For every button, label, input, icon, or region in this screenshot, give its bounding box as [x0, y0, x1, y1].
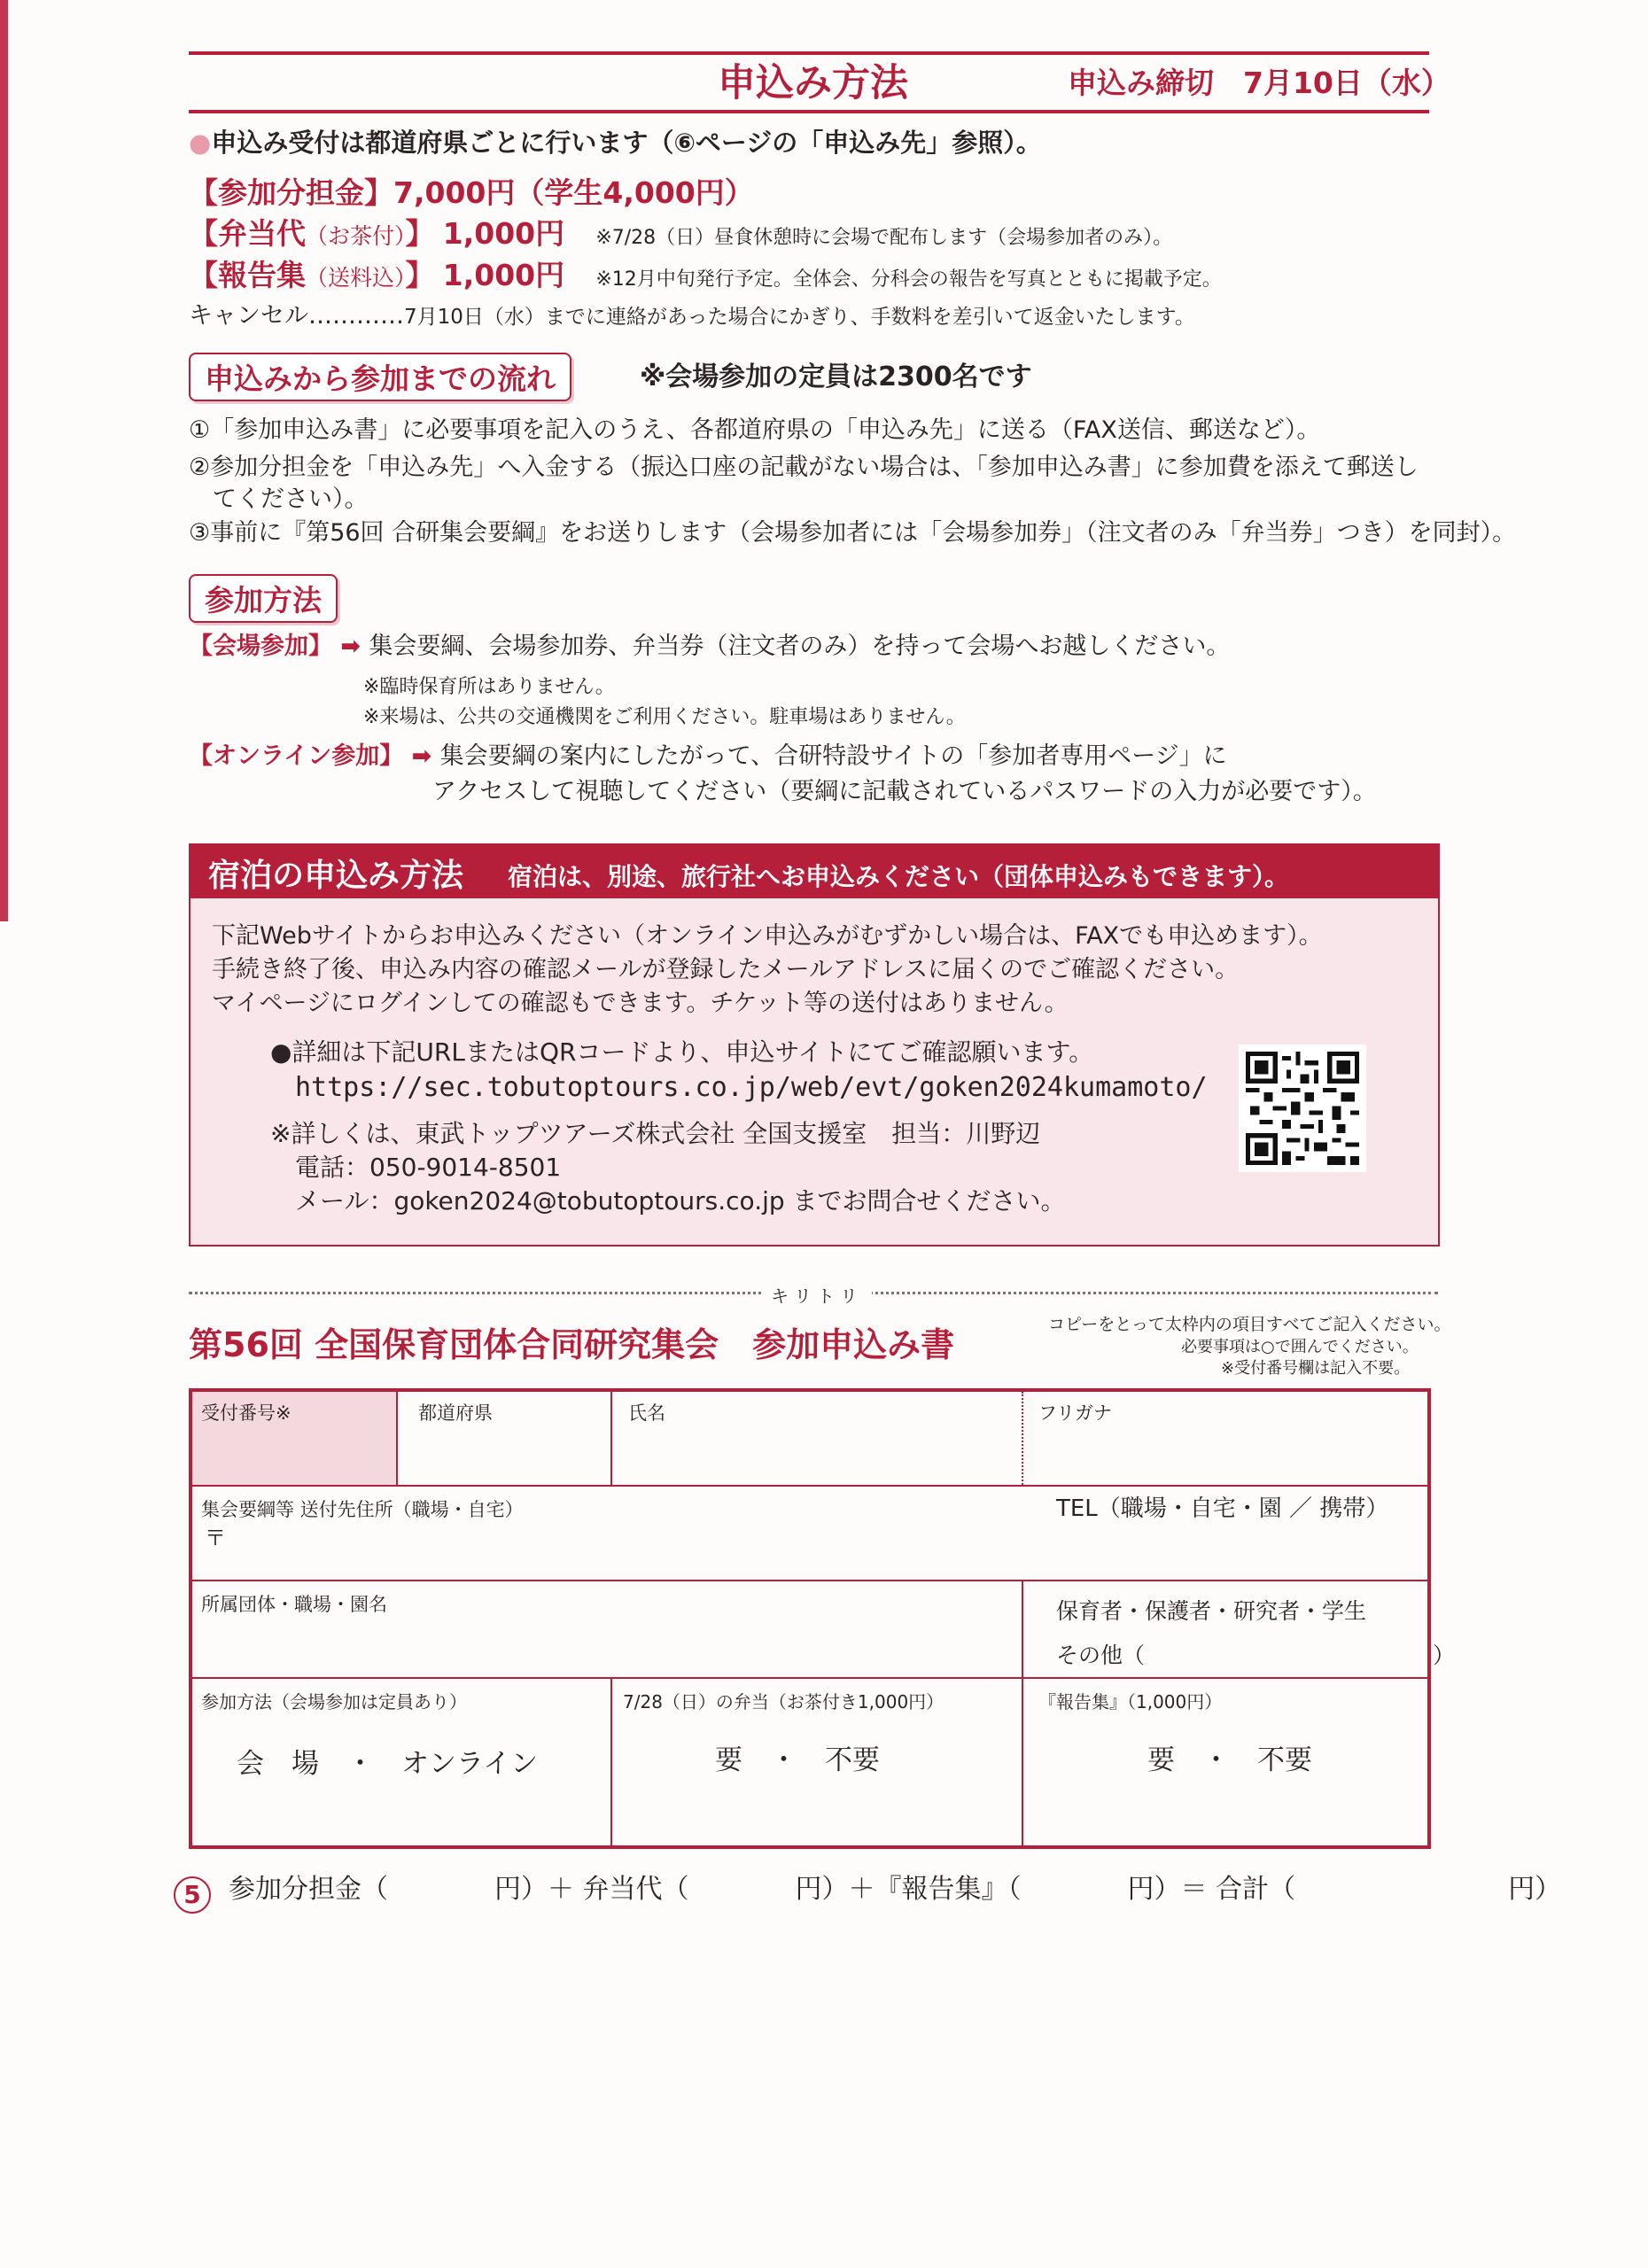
hotel-title: 宿泊の申込み方法 [208, 858, 464, 894]
report-order-options[interactable]: 要 ・ 不要 [1147, 1744, 1312, 1776]
hotel-contact-3: メール：goken2024@tobutoptours.co.jp までお問合せください。 [295, 1186, 1066, 1216]
qr-code-icon[interactable] [1239, 1045, 1366, 1172]
venue-line: 【会場参加】 ➡ 集会要綱、会場参加券、弁当券（注文者のみ）を持って会場へお越しください。 [189, 633, 1231, 660]
bento-order-options[interactable]: 要 ・ 不要 [715, 1744, 880, 1776]
receipt-number-label: 受付番号※ [201, 1402, 292, 1424]
edge-bar-top [0, 0, 8, 921]
online-line-2: アクセスして視聴してください（要綱に記載されているパスワードの入力が必要です）。 [432, 778, 1377, 805]
online-line: 【オンライン参加】 ➡ 集会要綱の案内にしたがって、合研特設サイトの「参加者専用ページ」に [189, 742, 1227, 770]
form-instruction-1: コピーをとって太枠内の項目すべてご記入ください。 [1048, 1315, 1451, 1334]
form-title: 第56回 全国保育団体合同研究集会 参加申込み書 [189, 1325, 955, 1364]
flow-step-3: ③事前に『第56回 合研集会要綱』をお送りします（会場参加者には「会場参加券」（注文者のみ「弁当券」つき）を同封）。 [189, 519, 1517, 547]
fee-report: 【報告集（送料込）】 1,000円 ※12月中旬発行予定。全体会、分科会の報告を写真とともに掲載予定。 [189, 258, 1222, 292]
hotel-contact-2: 電話：050-9014-8501 [295, 1153, 562, 1182]
prefecture-label: 都道府県 [418, 1402, 493, 1424]
flow-heading: 申込みから参加までの流れ [189, 353, 571, 401]
total-calculation-line[interactable]: 参加分担金（ 円）＋ 弁当代（ 円）＋『報告集』（ 円）＝ 合計（ 円） [229, 1874, 1562, 1905]
tel-field[interactable] [1022, 1487, 1427, 1580]
fee-participation: 【参加分担金】7,000円（学生4,000円） [189, 175, 754, 210]
hotel-section [189, 843, 1440, 1247]
edge-bar-bottom [0, 788, 8, 913]
address-label: 集会要綱等 送付先住所（職場・自宅） [201, 1499, 524, 1520]
venue-note-1: ※臨時保育所はありません。 [363, 676, 615, 698]
bento-order-label: 7/28（日）の弁当（お茶付き1,000円） [623, 1691, 944, 1713]
furigana-field[interactable] [1023, 1418, 1427, 1485]
flow-step-1: ①「参加申込み書」に必要事項を記入のうえ、各都道府県の「申込み先」に送る（FAX送信、郵送など）。 [189, 416, 1321, 444]
address-field[interactable] [192, 1487, 1022, 1580]
prefecture-field[interactable] [398, 1418, 610, 1485]
hotel-header [190, 845, 1438, 898]
header-rule-bottom [189, 110, 1429, 113]
fee-bento: 【弁当代（お茶付）】 1,000円 ※7/28（日）昼食休憩時に会場で配布します（会場参加者のみ）。 [189, 216, 1173, 251]
method-options[interactable]: 会 場 ・ オンライン [237, 1748, 539, 1780]
postal-mark: 〒 [205, 1526, 226, 1550]
report-order-label: 『報告集』（1,000円） [1038, 1691, 1223, 1713]
role-other[interactable]: その他（ ） [1056, 1643, 1456, 1668]
flow-step-2a: ②参加分担金を「申込み先」へ入金する（振込口座の記載がない場合は、「参加申込み書」に参加費を添えて郵送し [189, 454, 1419, 481]
arrow-right-icon: ➡ [332, 633, 369, 660]
deadline-text: 申込み締切 7月10日（水） [1068, 66, 1450, 100]
venue-note-2: ※来場は、公共の交通機関をご利用ください。駐車場はありません。 [363, 706, 966, 728]
page-title: 申込み方法 [718, 61, 908, 105]
application-form [189, 1388, 1456, 1849]
form-instruction-3: ※受付番号欄は記入不要。 [1221, 1359, 1411, 1378]
name-field[interactable] [612, 1418, 1022, 1485]
hotel-line-3: マイページにログインしての確認もできます。チケット等の送付はありません。 [212, 990, 1069, 1017]
arrow-right-icon: ➡ [403, 742, 440, 770]
method-label: 参加方法（会場参加は定員あり） [201, 1691, 467, 1713]
hotel-line-2: 手続き終了後、申込み内容の確認メールが登録したメールアドレスに届くのでご確認ください。 [212, 956, 1240, 983]
furigana-label: フリガナ [1038, 1402, 1112, 1424]
capacity-note: ※会場参加の定員は2300名です [640, 361, 1032, 392]
method-heading: 参加方法 [189, 574, 338, 623]
affiliation-field[interactable] [192, 1581, 1022, 1676]
page-number: 5 [174, 1876, 211, 1914]
fee-cancel: キャンセル…………7月10日（水）までに連絡があった場合にかぎり、手数料を差引いて返金いたします。 [189, 302, 1195, 330]
form-instruction-2: 必要事項は○で囲んでください。 [1181, 1338, 1419, 1356]
role-options[interactable]: 保育者・保護者・研究者・学生 [1056, 1598, 1367, 1624]
hotel-line-1: 下記Webサイトからお申込みください（オンライン申込みがむずかしい場合は、FAXでも申込めます）。 [212, 922, 1323, 950]
cut-label: キリトリ [762, 1282, 872, 1308]
flow-step-2b: てください）。 [213, 485, 369, 513]
hotel-url[interactable]: https://sec.tobutoptours.co.jp/web/evt/goken2024kumamoto/ [295, 1072, 1208, 1103]
bullet-icon: ● [189, 128, 212, 158]
tel-label: TEL（職場・自宅・園 ／ 携帯） [1056, 1495, 1389, 1522]
name-label: 氏名 [628, 1402, 665, 1424]
hotel-subtitle: 宿泊は、別途、旅行社へお申込みください（団体申込みもできます）。 [508, 862, 1290, 891]
hotel-detail: ●詳細は下記URLまたはQRコードより、申込サイトにてご確認願います。 [270, 1037, 1094, 1067]
intro-line: ●申込み受付は都道府県ごとに行います（⑥ページの「申込み先」参照）。 [189, 128, 1042, 158]
hotel-contact-1: ※詳しくは、東武トップツアーズ株式会社 全国支援室 担当：川野辺 [270, 1119, 1041, 1148]
affiliation-label: 所属団体・職場・園名 [201, 1594, 387, 1615]
